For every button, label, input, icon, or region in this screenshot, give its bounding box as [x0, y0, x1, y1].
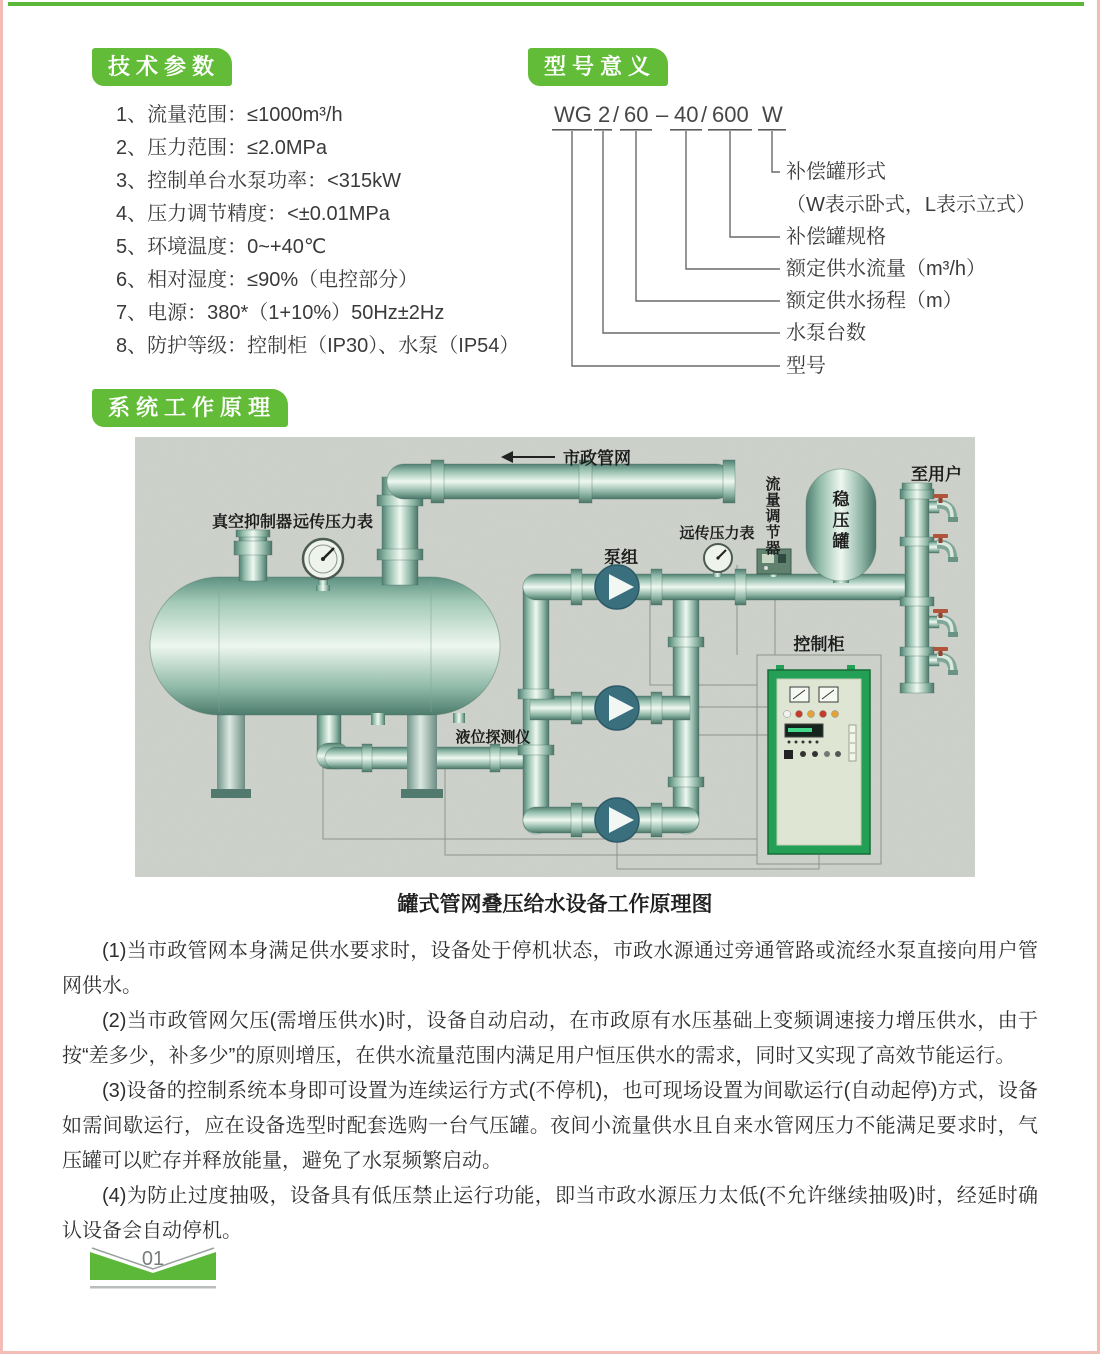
tech-params-list	[116, 99, 519, 363]
tech-param-item: 4、压力调节精度：<±0.01MPa	[116, 203, 390, 225]
vacuum-suppressor	[234, 530, 272, 581]
diagram-caption: 罐式管网叠压给水设备工作原理图	[397, 893, 713, 916]
model-part: 60	[624, 102, 649, 127]
model-part: 2	[598, 102, 611, 127]
page-footer-ornament	[90, 1242, 216, 1292]
pump-icon	[595, 686, 639, 730]
model-part: W	[762, 102, 783, 127]
principle-paragraph: (3)设备的控制系统本身即可设置为连续运行方式(不停机)，也可现场设置为间歇运行(自动起停)方式，设备如需间歇运行，应在设备选型时配套选购一台气压罐。夜间小流量供水且自来水管网压力不能满足要求时，气压罐可以贮存并释放能量，避免了水泵频繁启动。	[62, 1080, 1038, 1172]
stabilizer-tank-label: 稳压罐	[832, 490, 850, 551]
pump-group-label: 泵组	[604, 548, 638, 567]
control-cabinet	[757, 655, 881, 864]
pressure-gauge-right-label: 远传压力表	[679, 525, 755, 542]
tech-param-item: 7、电源：380*（1+10%）50Hz±2Hz	[116, 302, 445, 324]
model-part: 600	[712, 102, 749, 127]
model-label: 补偿罐规格	[786, 226, 886, 248]
control-cabinet-label: 控制柜	[793, 635, 845, 654]
pump-icon	[595, 565, 639, 609]
section-header-model-meaning: 型号意义	[528, 48, 668, 86]
working-principle-text	[62, 934, 1038, 1249]
model-part: /	[701, 102, 708, 127]
principle-paragraph: (4)为防止过度抽吸，设备具有低压禁止运行功能，即当市政水源压力太低(不允许继续抽吸)时，经延时确认设备会自动停机。	[62, 1185, 1038, 1242]
vacuum-suppressor-label: 真空抑制器	[211, 514, 293, 531]
model-code-diagram	[540, 92, 1060, 392]
to-users-label: 至用户	[911, 465, 962, 484]
working-principle-diagram	[135, 437, 975, 877]
model-part: WG	[554, 102, 592, 127]
tech-param-item: 1、流量范围：≤1000m³/h	[116, 104, 343, 126]
main-tank	[150, 577, 500, 725]
model-label: 额定供水扬程（m）	[786, 290, 963, 312]
model-label: 水泵台数	[786, 322, 866, 344]
model-label: 型号	[786, 355, 826, 377]
tech-param-item: 2、压力范围：≤2.0MPa	[116, 137, 328, 159]
pump-icon	[595, 798, 639, 842]
page-frame-left	[0, 0, 3, 1354]
model-label: （W表示卧式，L表示立式）	[786, 194, 1036, 216]
pressure-gauge-left-label: 远传压力表	[292, 514, 374, 531]
model-part: –	[656, 102, 669, 127]
model-label: 补偿罐形式	[786, 161, 886, 183]
model-code	[554, 102, 783, 127]
model-connector-lines	[572, 131, 780, 366]
tech-param-item: 8、防护等级：控制柜（IP30）、水泵（IP54）	[116, 335, 520, 357]
tech-param-item: 6、相对湿度：≤90%（电控部分）	[116, 269, 419, 291]
tech-param-item: 3、控制单台水泵功率：<315kW	[116, 170, 402, 192]
footer-underline	[90, 1286, 216, 1289]
municipal-pipe	[387, 460, 735, 503]
principle-paragraph: (2)当市政管网欠压(需增压供水)时，设备自动启动，在市政原有水压基础上变频调速接力增压供水，由于按“差多少，补多少”的原则增压，在供水流量范围内满足用户恒压供水的需求，同时又实现了高效节能运行。	[62, 1010, 1038, 1067]
municipal-label: 市政管网	[563, 449, 631, 468]
principle-paragraph: (1)当市政管网本身满足供水要求时，设备处于停机状态，市政水源通过旁通管路或流经水泵直接向用户管网供水。	[62, 940, 1038, 997]
model-underlines	[552, 129, 786, 131]
section-header-working-principle: 系统工作原理	[92, 389, 288, 427]
flow-regulator-label: 流量调节器	[765, 476, 781, 557]
model-part: 40	[674, 102, 699, 127]
level-detector-label: 液位探测仪	[455, 729, 531, 746]
model-labels	[786, 160, 1036, 377]
model-label: 额定供水流量（m³/h）	[786, 258, 986, 280]
model-part: /	[613, 102, 620, 127]
tech-param-item: 5、环境温度：0~+40℃	[116, 236, 327, 258]
top-green-rule	[8, 2, 1084, 6]
section-header-tech-params: 技术参数	[92, 48, 232, 86]
page-number: 01	[141, 1248, 165, 1270]
